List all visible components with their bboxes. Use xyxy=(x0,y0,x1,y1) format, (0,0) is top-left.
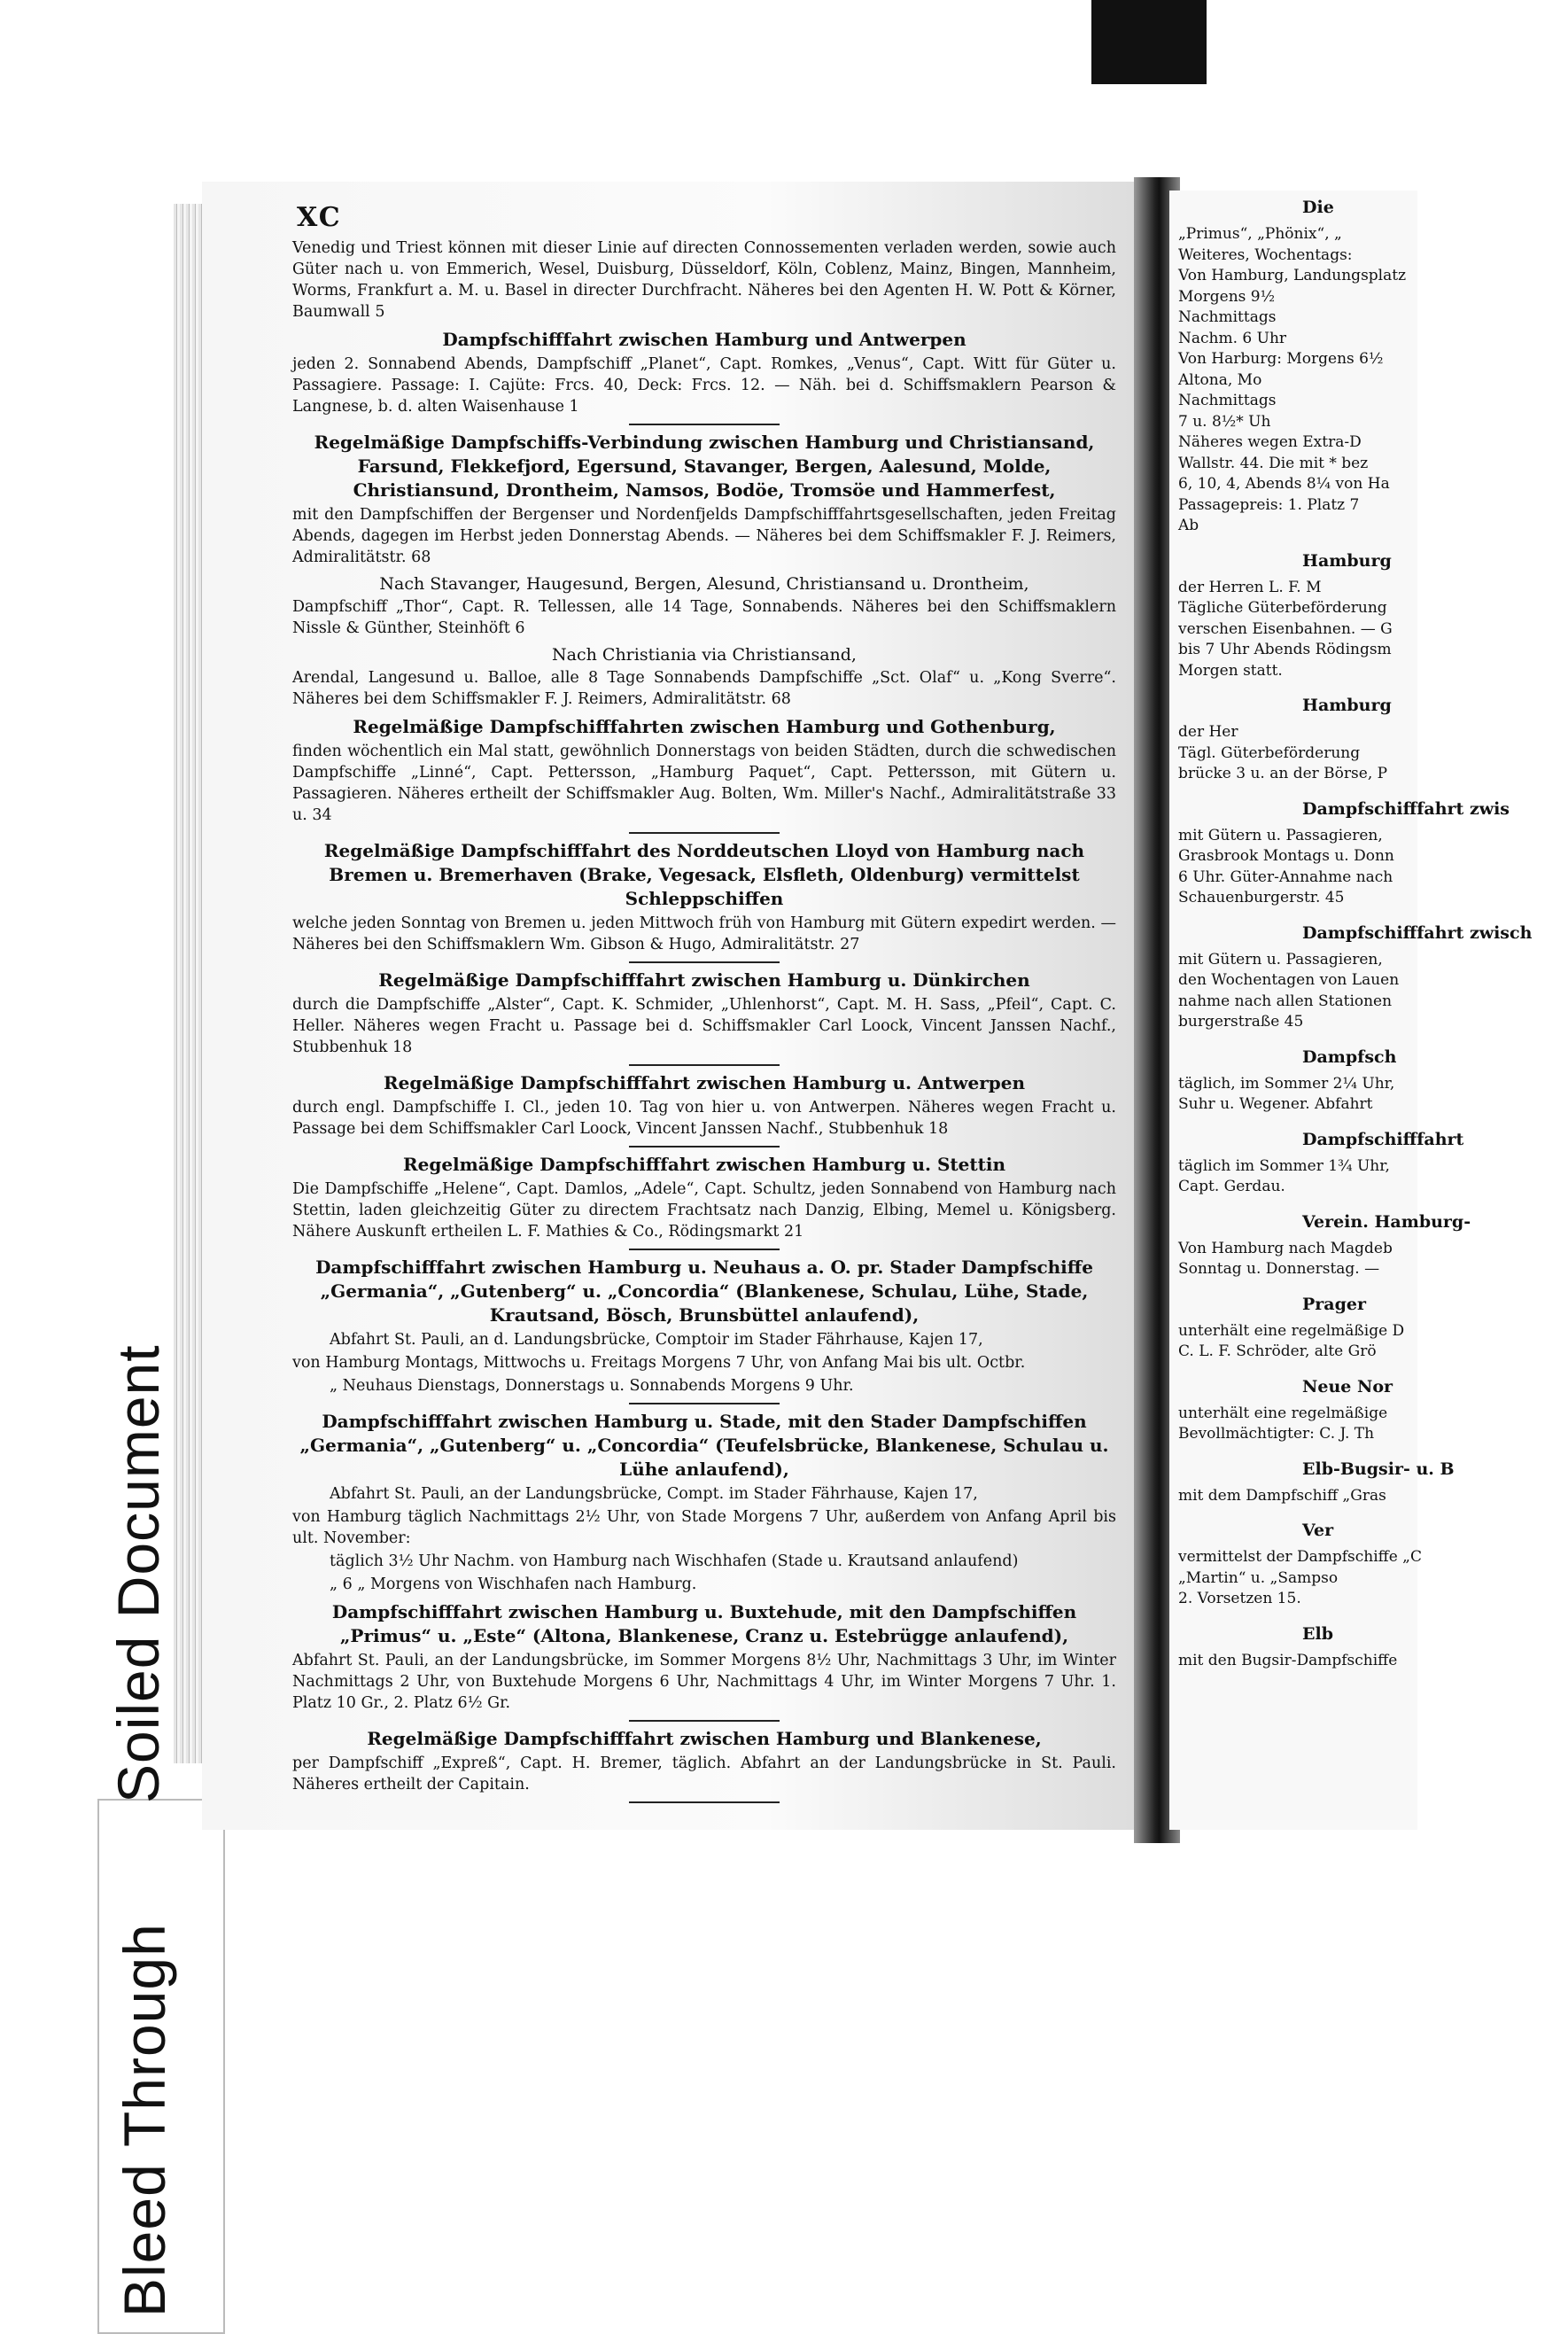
right-column-line: Altona, Mo xyxy=(1178,370,1262,389)
stamp-bleed-through: Bleed Through xyxy=(112,1923,177,2317)
section-9-heading: Regelmäßige Dampfschifffahrt zwischen Hamburg u. Stettin xyxy=(402,1154,1006,1175)
right-column-heading: Elb-Bugsir- u. B xyxy=(1302,1459,1455,1479)
right-column-line: Nachm. 6 Uhr xyxy=(1178,329,1287,347)
right-column-line: Grasbrook Montags u. Donn xyxy=(1178,847,1394,865)
right-column-line: Morgens 9½ xyxy=(1178,287,1276,306)
right-column-line: Schauenburgerstr. 45 xyxy=(1178,889,1345,906)
right-column-line: mit dem Dampfschiff „Gras xyxy=(1178,1486,1386,1505)
divider xyxy=(629,1403,780,1404)
section-11-line: Abfahrt St. Pauli, an der Landungsbrücke, Compt. im Stader Fährhause, Kajen 17, xyxy=(330,1485,978,1503)
right-column-line: Passagepreis: 1. Platz 7 xyxy=(1178,495,1360,514)
section-2-body: mit den Dampfschiffen der Bergenser und Nordenfjelds Dampfschifffahrtsgesellschaften, jeden Freitag Abends, dagegen im Herbst jeden Donnerstag Abends. — Näheres bei dem Schiffsmakler F. J. Reimers, Admiralitätstr. 68 xyxy=(292,506,1116,566)
right-column-line: nahme nach allen Stationen xyxy=(1178,992,1393,1010)
right-column-line: Von Hamburg, Landungsplatz xyxy=(1178,267,1407,284)
right-column-line: Suhr u. Wegener. Abfahrt xyxy=(1178,1095,1373,1113)
section-5-body: finden wöchentlich ein Mal statt, gewöhnlich Donnerstags von beiden Städten, durch die schwedischen Dampfschiffe „Linné“, Capt. Pettersson, „Hamburg Paquet“, Capt. Pettersson, mit Gütern u. Passagieren. Näheres ertheilt der Schiffsmakler Aug. Bolten, Wm. Miller's Nachf., Admiralitätstraße 33 u. 34 xyxy=(292,743,1116,824)
right-column-line: Von Harburg: Morgens 6½ xyxy=(1178,350,1384,368)
dark-corner xyxy=(1091,0,1207,84)
section-6-heading: Regelmäßige Dampfschifffahrt des Norddeutschen Lloyd von Hamburg nach Bremen u. Bremerhaven (Brake, Vegesack, Elsfleth, Oldenburg) vermittelst Schleppschiffen xyxy=(323,840,1085,909)
right-column-line: Von Hamburg nach Magdeb xyxy=(1178,1239,1393,1257)
left-page-text xyxy=(292,237,1116,1808)
right-column-line: mit Gütern u. Passagieren, xyxy=(1178,950,1383,969)
right-column-line: brücke 3 u. an der Börse, P xyxy=(1178,765,1388,782)
right-column-heading: Hamburg xyxy=(1302,696,1392,715)
right-column-line: unterhält eine regelmäßige D xyxy=(1178,1321,1405,1340)
section-4-body: Arendal, Langesund u. Balloe, alle 8 Tage Sonnabends Dampfschiffe „Sct. Olaf“ u. „Kong Sverre“. Näheres bei dem Schiffsmakler F. J. Reimers, Admiralitätstr. 68 xyxy=(292,669,1116,708)
section-11-line: „ 6 „ Morgens von Wischhafen nach Hamburg. xyxy=(330,1575,697,1593)
divider xyxy=(629,424,780,425)
section-8-heading: Regelmäßige Dampfschifffahrt zwischen Hamburg u. Antwerpen xyxy=(383,1072,1026,1093)
right-column-line: verschen Eisenbahnen. — G xyxy=(1178,619,1393,638)
section-12-body: Abfahrt St. Pauli, an der Landungsbrücke, im Sommer Morgens 8½ Uhr, Nachmittags 3 Uhr, im Winter Nachmittags 2 Uhr, von Buxtehude Morgens 6 Uhr, Nachmittags 4 Uhr, im Winter Morgens 7 Uhr. 1. Platz 10 Gr., 2. Platz 6½ Gr. xyxy=(292,1652,1116,1712)
divider xyxy=(629,1801,780,1803)
section-1-heading: Dampfschifffahrt zwischen Hamburg und Antwerpen xyxy=(442,329,966,350)
right-column-line: C. L. F. Schröder, alte Grö xyxy=(1178,1342,1377,1360)
divider xyxy=(629,1720,780,1722)
right-column-line: 6 Uhr. Güter-Annahme nach xyxy=(1178,867,1393,886)
divider xyxy=(629,1064,780,1066)
right-column-line: Morgen statt. xyxy=(1178,661,1283,680)
right-column-line: mit Gütern u. Passagieren, xyxy=(1178,826,1383,844)
right-column-line: Sonntag u. Donnerstag. — xyxy=(1178,1260,1380,1278)
right-column-line: täglich im Sommer 1¾ Uhr, xyxy=(1178,1156,1390,1175)
right-column-heading: Prager xyxy=(1302,1294,1366,1314)
right-column-heading: Elb xyxy=(1302,1623,1333,1644)
divider xyxy=(629,1249,780,1250)
right-column-line: Tägliche Güterbeförderung xyxy=(1178,599,1387,617)
section-3-subheading: Nach Stavanger, Haugesund, Bergen, Alesund, Christiansand u. Drontheim, xyxy=(379,574,1029,594)
right-column-heading: Hamburg xyxy=(1302,550,1392,571)
section-10-line: „ Neuhaus Dienstags, Donnerstags u. Sonnabends Morgens 9 Uhr. xyxy=(330,1377,854,1395)
section-10-line: von Hamburg Montags, Mittwochs u. Freitags Morgens 7 Uhr, von Anfang Mai bis ult. Octbr. xyxy=(292,1354,1026,1372)
right-column-heading: Verein. Hamburg- xyxy=(1302,1211,1471,1232)
section-5-heading: Regelmäßige Dampfschifffahrten zwischen Hamburg und Gothenburg, xyxy=(353,716,1056,737)
section-7-body: durch die Dampfschiffe „Alster“, Capt. K. Schmider, „Uhlenhorst“, Capt. M. H. Sass, „Pfeil“, Capt. C. Heller. Näheres wegen Fracht u. Passage bei d. Schiffsmakler Carl Loock, Vincent Janssen Nachf., Stubbenhuk 18 xyxy=(292,996,1116,1056)
section-2-heading: Regelmäßige Dampfschiffs-Verbindung zwischen Hamburg und Christiansand, Farsund, Flekkefjord, Egersund, Stavanger, Bergen, Aalesund, Molde, Christiansund, Drontheim, Namsos, Bodöe, Tromsöe und Hammerfest, xyxy=(314,432,1095,501)
section-10-line: Abfahrt St. Pauli, an d. Landungsbrücke, Comptoir im Stader Fährhause, Kajen 17, xyxy=(330,1331,983,1349)
right-column-line: 6, 10, 4, Abends 8¼ von Ha xyxy=(1178,475,1390,493)
right-column-line: 2. Vorsetzen 15. xyxy=(1178,1590,1301,1607)
section-1-body: jeden 2. Sonnabend Abends, Dampfschiff „Planet“, Capt. Romkes, „Venus“, Capt. Witt für Güter u. Passagiere. Passage: I. Cajüte: Frcs. 40, Deck: Frcs. 12. — Näh. bei d. Schiffsmaklern Pearson & Langnese, b. d. alten Waisenhause 1 xyxy=(292,355,1116,416)
section-13-heading: Regelmäßige Dampfschifffahrt zwischen Hamburg und Blankenese, xyxy=(367,1728,1042,1749)
right-column-heading: Dampfschifffahrt xyxy=(1302,1129,1464,1149)
right-column-line: unterhält eine regelmäßige xyxy=(1178,1404,1388,1422)
section-11-heading: Dampfschifffahrt zwischen Hamburg u. Stade, mit den Stader Dampfschiffen „Germania“, „Gutenberg“ u. „Concordia“ (Teufelsbrücke, Blankenese, Schulau u. Lühe anlaufend), xyxy=(299,1411,1109,1480)
right-column-heading: Dampfschifffahrt zwis xyxy=(1302,798,1510,819)
right-column-line: Nachmittags xyxy=(1178,392,1277,409)
right-column-heading: Dampfsch xyxy=(1302,1046,1397,1067)
page-number: XC xyxy=(297,202,342,233)
right-column-line: der Her xyxy=(1178,723,1238,741)
section-3-body: Dampfschiff „Thor“, Capt. R. Tellessen, alle 14 Tage, Sonnabends. Näheres bei den Schiffsmaklern Nissle & Günther, Steinhöft 6 xyxy=(292,598,1116,637)
right-column-line: Bevollmächtigter: C. J. Th xyxy=(1178,1425,1375,1443)
right-column-line: Wallstr. 44. Die mit * bez xyxy=(1178,454,1369,472)
right-column-line: „Primus“, „Phönix“, „ xyxy=(1178,225,1342,243)
section-4-subheading: Nach Christiania via Christiansand, xyxy=(552,645,857,665)
right-column-line: 7 u. 8½* Uh xyxy=(1178,412,1271,431)
section-11-line: täglich 3½ Uhr Nachm. von Hamburg nach Wischhafen (Stade u. Krautsand anlaufend) xyxy=(330,1552,1019,1570)
right-column-heading: Die xyxy=(1302,198,1334,217)
right-column-heading: Dampfschifffahrt zwisch xyxy=(1302,922,1533,943)
right-column-heading: Neue Nor xyxy=(1302,1376,1393,1397)
section-12-heading: Dampfschifffahrt zwischen Hamburg u. Buxtehude, mit den Dampfschiffen „Primus“ u. „Este“ (Altona, Blankenese, Cranz u. Estebrügge anlaufend), xyxy=(331,1601,1077,1646)
right-column-line: burgerstraße 45 xyxy=(1178,1013,1304,1031)
right-column-line: Ab xyxy=(1178,517,1199,534)
book-page-edges xyxy=(174,204,204,1763)
section-0-body: Venedig und Triest können mit dieser Linie auf directen Connossementen verladen werden, sowie auch Güter nach u. von Emmerich, Wesel, Duisburg, Düsseldorf, Köln, Coblenz, Mainz, Bingen, Mannheim, Worms, Frankfurt a. M. u. Basel in directer Durchfracht. Näheres bei den Agenten H. W. Pott & Körner, Baumwall 5 xyxy=(292,239,1116,321)
divider xyxy=(629,832,780,834)
right-column-line: der Herren L. F. M xyxy=(1178,578,1322,596)
right-column-heading: Ver xyxy=(1302,1521,1334,1540)
right-column-line: „Martin“ u. „Sampso xyxy=(1178,1568,1339,1587)
right-column-line: täglich, im Sommer 2¼ Uhr, xyxy=(1178,1074,1395,1093)
divider xyxy=(629,961,780,963)
right-column-line: bis 7 Uhr Abends Rödingsm xyxy=(1178,641,1392,658)
section-9-body: Die Dampfschiffe „Helene“, Capt. Damlos, „Adele“, Capt. Schultz, jeden Sonnabend von Hamburg nach Stettin, laden gleichzeitig Güter zu directem Frachtsatz nach Danzig, Elbing, Memel u. Königsberg. Nähere Auskunft ertheilen L. F. Mathies & Co., Rödingsmarkt 21 xyxy=(292,1180,1116,1241)
section-10-heading: Dampfschifffahrt zwischen Hamburg u. Neuhaus a. O. pr. Stader Dampfschiffe „Germania“, „Gutenberg“ u. „Concordia“ (Blankenese, Schulau, Lühe, Stade, Krautsand, Bösch, Brunsbüttel anlaufend), xyxy=(315,1256,1093,1326)
right-column-line: Tägl. Güterbeförderung xyxy=(1178,743,1361,762)
section-11-line: von Hamburg täglich Nachmittags 2½ Uhr, von Stade Morgens 7 Uhr, außerdem von Anfang April bis ult. November: xyxy=(292,1508,1116,1547)
right-column-line: Näheres wegen Extra-D xyxy=(1178,433,1362,451)
right-column-line: vermittelst der Dampfschiffe „C xyxy=(1178,1548,1422,1566)
right-column-line: mit den Bugsir-Dampfschiffe xyxy=(1178,1651,1398,1669)
section-13-body: per Dampfschiff „Expreß“, Capt. H. Bremer, täglich. Abfahrt an der Landungsbrücke in St. Pauli. Näheres ertheilt der Capitain. xyxy=(292,1754,1116,1793)
right-column-line: Weiteres, Wochentags: xyxy=(1178,245,1353,264)
section-6-body: welche jeden Sonntag von Bremen u. jeden Mittwoch früh von Hamburg mit Gütern expedirt werden. — Näheres bei den Schiffsmaklern Wm. Gibson & Hugo, Admiralitätstr. 27 xyxy=(292,914,1116,953)
divider xyxy=(629,1146,780,1148)
right-column-line: den Wochentagen von Lauen xyxy=(1178,971,1400,989)
right-page xyxy=(1169,191,1533,1830)
stamp-soiled-document: Soiled Document xyxy=(105,1344,171,1803)
right-column-line: Nachmittags xyxy=(1178,308,1277,326)
right-column-line: Capt. Gerdau. xyxy=(1178,1178,1285,1195)
section-7-heading: Regelmäßige Dampfschifffahrt zwischen Hamburg u. Dünkirchen xyxy=(378,969,1030,991)
section-8-body: durch engl. Dampfschiffe I. Cl., jeden 10. Tag von hier u. von Antwerpen. Näheres wegen Fracht u. Passage bei dem Schiffsmakler Carl Loock, Vincent Janssen Nachf., Stubbenhuk 18 xyxy=(292,1099,1116,1138)
